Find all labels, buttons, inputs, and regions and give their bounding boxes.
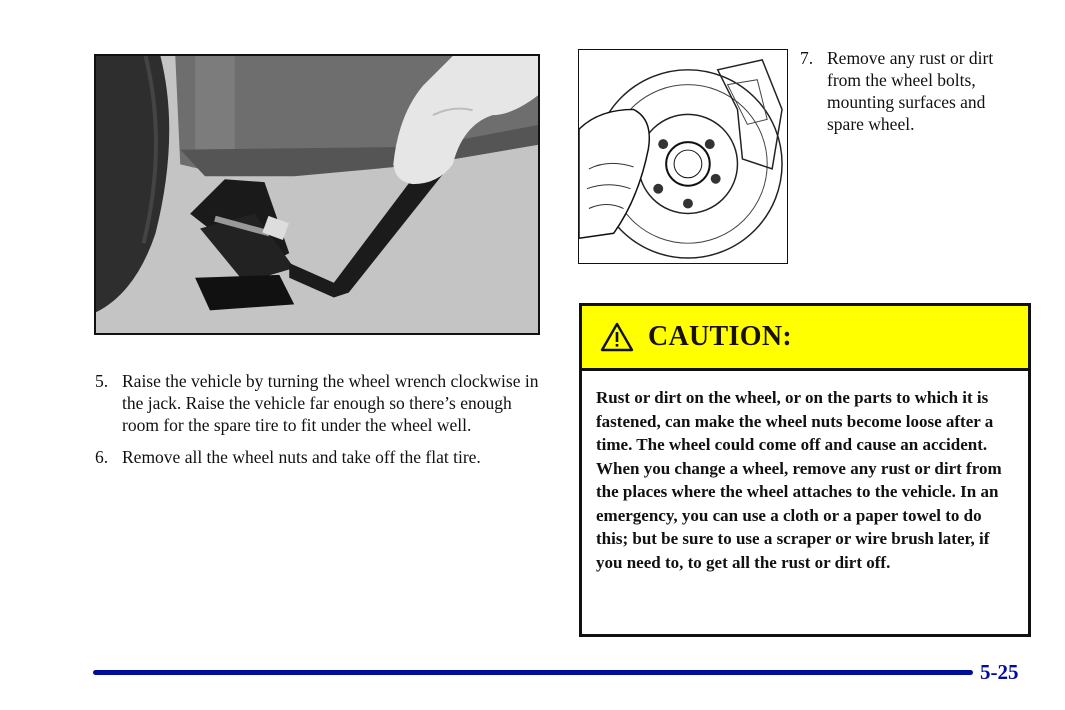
step-5 [95, 370, 545, 436]
page-number: 5-25 [980, 660, 1019, 684]
step-number: 7. [800, 48, 814, 68]
step-text: Remove all the wheel nuts and take off the flat tire. [122, 447, 481, 467]
step-6 [95, 446, 545, 468]
step-7 [800, 47, 1025, 135]
jack-photo-illustration [96, 56, 538, 333]
step-text: Raise the vehicle by turning the wheel wrench clockwise in the jack. Raise the vehicle far enough so there’s enough room for the spare tire to fit under the wheel well. [122, 371, 539, 435]
step-number: 6. [95, 447, 109, 467]
caution-title: CAUTION: [648, 321, 792, 352]
footer-divider [93, 670, 973, 675]
warning-triangle-icon [600, 322, 634, 352]
caution-header [582, 306, 1028, 371]
wheel-hub-illustration [579, 50, 787, 263]
caution-body-text: Rust or dirt on the wheel, or on the parts to which it is fastened, can make the wheel nuts become loose after a time. The wheel could come off and cause an accident. When you change a wheel, remove any rust or dirt from the places where the wheel attaches to the vehicle. In an emergency, you can use a cloth or a paper towel to do this; but be sure to use a scraper or wire brush later, if you need to, to get all the rust or dirt off. [596, 388, 1002, 572]
jack-photo [94, 54, 540, 335]
step-number: 5. [95, 371, 109, 391]
caution-box [579, 303, 1031, 637]
step-text: Remove any rust or dirt from the wheel bolts, mounting surfaces and spare wheel. [827, 48, 994, 134]
hub-drawing [578, 49, 788, 264]
instruction-steps-right [800, 47, 1025, 145]
instruction-steps-left [95, 370, 545, 478]
